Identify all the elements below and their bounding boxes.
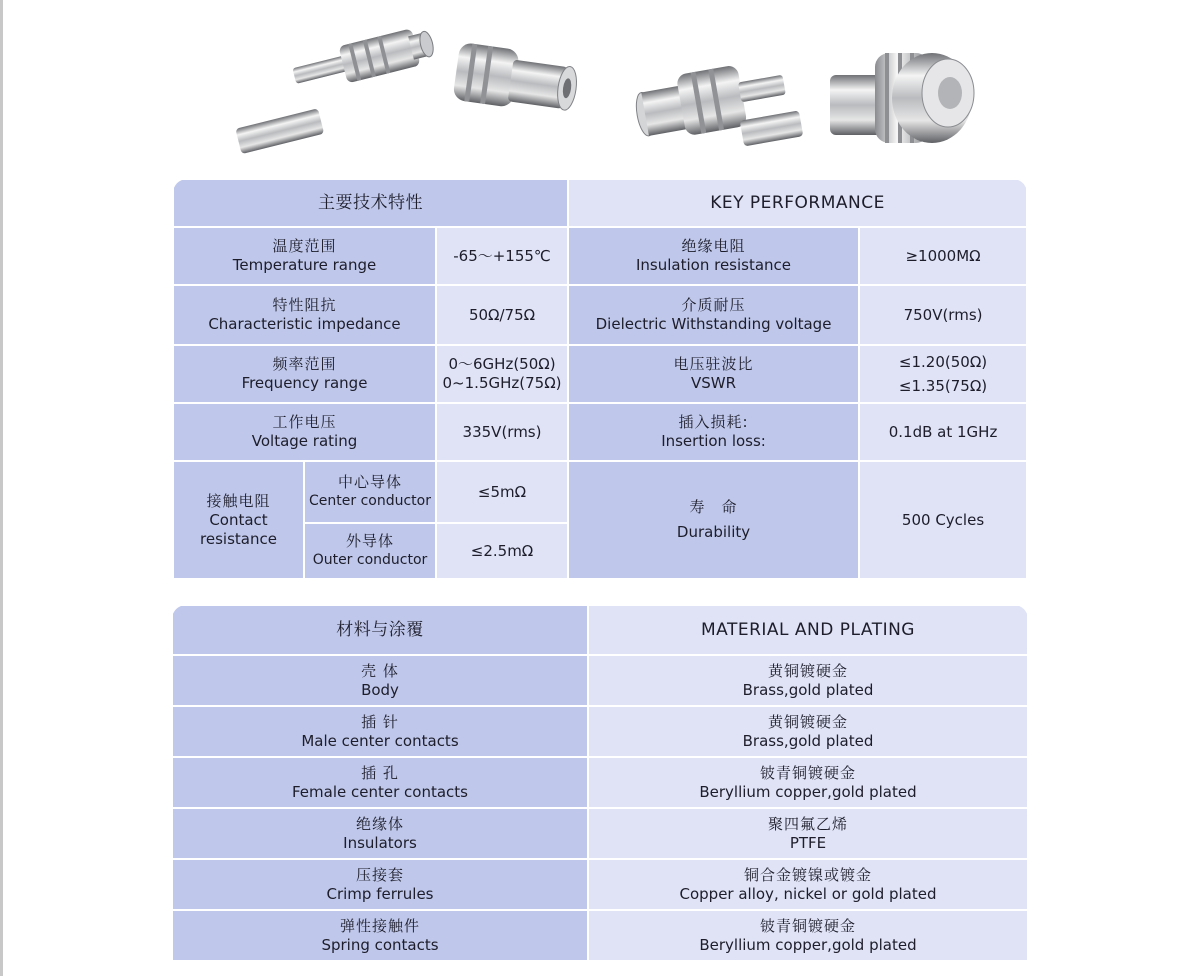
contact-resistance-label — [173, 461, 304, 579]
part-en: Spring contacts — [321, 935, 439, 954]
center-conductor-label — [304, 461, 436, 523]
part-cn: 压接套 — [355, 865, 404, 884]
part-en: Female center contacts — [292, 782, 468, 801]
param-value-line: 0～6GHz(50Ω) — [448, 355, 556, 373]
product-photos — [220, 25, 990, 155]
param-label — [568, 345, 859, 403]
param-label-en: Insulation resistance — [636, 256, 792, 274]
material-cell — [588, 706, 1028, 757]
param-value: 50Ω/75Ω — [436, 285, 568, 345]
param-value: ≥1000MΩ — [859, 227, 1027, 285]
table-row — [172, 655, 1028, 706]
part-cell — [172, 757, 588, 808]
table-row — [173, 285, 1027, 345]
param-label-en: Durability — [676, 523, 751, 541]
part-cn: 壳 体 — [361, 661, 399, 680]
param-label-en: Outer conductor — [312, 552, 428, 568]
connector-photo-3 — [632, 55, 804, 155]
material-cn: 黄铜镀硬金 — [767, 712, 848, 731]
param-value: ≤2.5mΩ — [436, 523, 568, 579]
part-cn: 绝缘体 — [355, 814, 404, 833]
key-performance-table — [172, 178, 1028, 580]
part-cn: 插 针 — [361, 712, 399, 731]
material-cell — [588, 757, 1028, 808]
outer-conductor-label — [304, 523, 436, 579]
connector-photo-1 — [222, 25, 447, 154]
param-label-cn: 外导体 — [345, 532, 394, 550]
table-row — [172, 859, 1028, 910]
param-label — [173, 345, 436, 403]
param-label-en: resistance — [200, 529, 277, 548]
material-cell — [588, 910, 1028, 961]
part-en: Body — [361, 680, 399, 699]
param-label-en: VSWR — [691, 374, 737, 392]
part-en: Male center contacts — [301, 731, 459, 750]
param-value-line: 0~1.5GHz(75Ω) — [442, 374, 562, 392]
table-row — [172, 757, 1028, 808]
durability-label — [568, 461, 859, 579]
table-row — [172, 706, 1028, 757]
material-en: Beryllium copper,gold plated — [699, 935, 917, 954]
part-en: Insulators — [343, 833, 417, 852]
param-value-line: ≤1.35(75Ω) — [898, 377, 988, 395]
material-en: Copper alloy, nickel or gold plated — [679, 884, 937, 903]
param-label-cn: 绝缘电阻 — [681, 237, 746, 255]
part-cn: 插 孔 — [361, 763, 399, 782]
param-label-cn: 中心导体 — [337, 473, 402, 491]
param-label-cn: 介质耐压 — [681, 296, 746, 314]
material-cn: 铍青铜镀硬金 — [759, 763, 856, 782]
param-value: -65～+155℃ — [436, 227, 568, 285]
param-label-en: Frequency range — [241, 374, 368, 392]
param-label-cn: 插入损耗: — [678, 413, 749, 431]
material-en: Beryllium copper,gold plated — [699, 782, 917, 801]
param-label-en: Insertion loss: — [661, 432, 766, 450]
param-value — [859, 345, 1027, 403]
param-label-cn: 接触电阻 — [206, 491, 271, 510]
performance-header-cn: 主要技术特性 — [173, 179, 568, 227]
param-label — [173, 285, 436, 345]
connector-photo-4 — [830, 53, 974, 143]
param-label — [173, 403, 436, 461]
param-label-cn: 温度范围 — [272, 237, 337, 255]
part-cn: 弹性接触件 — [339, 916, 420, 935]
performance-header-row — [173, 179, 1027, 227]
param-value: 750V(rms) — [859, 285, 1027, 345]
connector-photo-2 — [452, 42, 580, 116]
material-cell — [588, 859, 1028, 910]
param-label — [173, 227, 436, 285]
param-label — [568, 227, 859, 285]
param-label-en: Contact — [209, 510, 268, 529]
material-plating-table — [171, 604, 1029, 962]
param-label-en: Temperature range — [232, 256, 377, 274]
table-row — [172, 910, 1028, 961]
part-cell — [172, 910, 588, 961]
param-label-cn: 工作电压 — [272, 413, 337, 431]
part-cell — [172, 655, 588, 706]
param-label-en: Dielectric Withstanding voltage — [595, 315, 832, 333]
table-row — [172, 808, 1028, 859]
param-label-cn: 电压驻波比 — [673, 355, 754, 373]
param-label — [568, 285, 859, 345]
table-row — [173, 461, 1027, 523]
part-en: Crimp ferrules — [326, 884, 434, 903]
material-cell — [588, 655, 1028, 706]
param-label-en: Center conductor — [309, 493, 431, 509]
param-value: 335V(rms) — [436, 403, 568, 461]
material-en: PTFE — [789, 833, 827, 852]
material-cn: 聚四氟乙烯 — [767, 814, 848, 833]
part-cell — [172, 808, 588, 859]
param-label-cn: 寿 命 — [689, 498, 738, 516]
param-label-cn: 频率范围 — [272, 355, 337, 373]
param-label — [568, 403, 859, 461]
performance-header-en: KEY PERFORMANCE — [568, 179, 1027, 227]
material-cell — [588, 808, 1028, 859]
table-row — [173, 403, 1027, 461]
param-value: 500 Cycles — [859, 461, 1027, 579]
material-en: Brass,gold plated — [742, 731, 874, 750]
material-header-cn: 材料与涂覆 — [172, 605, 588, 655]
part-cell — [172, 706, 588, 757]
param-label-en: Characteristic impedance — [208, 315, 401, 333]
table-row — [173, 345, 1027, 403]
param-value: 0.1dB at 1GHz — [859, 403, 1027, 461]
param-value-line: ≤1.20(50Ω) — [898, 353, 988, 371]
material-cn: 铍青铜镀硬金 — [759, 916, 856, 935]
param-label-cn: 特性阻抗 — [272, 296, 337, 314]
material-header-en: MATERIAL AND PLATING — [588, 605, 1028, 655]
param-value — [436, 345, 568, 403]
material-header-row — [172, 605, 1028, 655]
material-en: Brass,gold plated — [742, 680, 874, 699]
material-cn: 黄铜镀硬金 — [767, 661, 848, 680]
part-cell — [172, 859, 588, 910]
material-cn: 铜合金镀镍或镀金 — [743, 865, 872, 884]
table-row — [173, 227, 1027, 285]
param-label-en: Voltage rating — [251, 432, 358, 450]
page-left-border — [0, 0, 3, 976]
param-value: ≤5mΩ — [436, 461, 568, 523]
